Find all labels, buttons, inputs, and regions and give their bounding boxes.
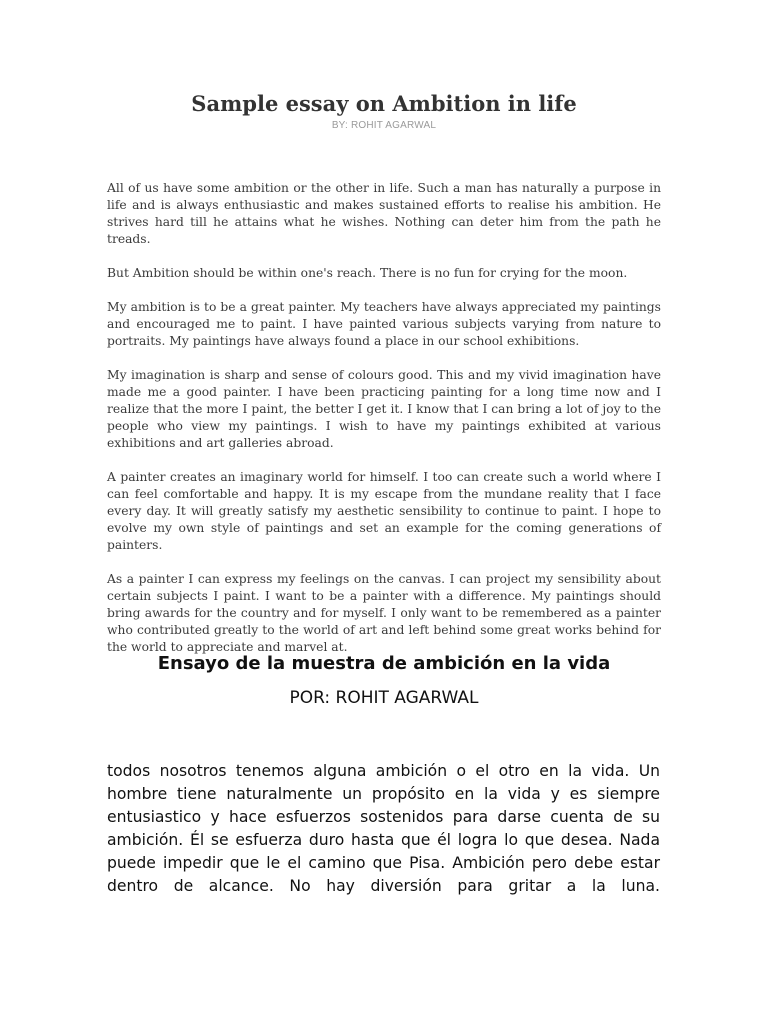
- english-essay-body: [107, 180, 661, 673]
- english-essay-title: Sample essay on Ambition in life: [191, 91, 577, 116]
- english-essay-byline: BY: ROHIT AGARWAL: [331, 120, 437, 131]
- spanish-essay-title: Ensayo de la muestra de ambición en la vida: [157, 653, 611, 674]
- english-paragraph: All of us have some ambition or the other in life. Such a man has naturally a purpose in life and is always enthusiastic and makes sustained efforts to realise his ambition. He strives hard till he attains what he wishes. Nothing can deter him from the path he treads.: [107, 181, 661, 246]
- spanish-essay-paragraph: todos nosotros tenemos alguna ambición o el otro en la vida. Un hombre tiene naturalmente un propósito en la vida y es siempre entusiastico y hace esfuerzos sostenidos para darse cuenta de su ambición. Él se esfuerza duro hasta que él logra lo que desea. Nada puede impedir que le el camino que Pisa. Ambición pero debe estar dentro de alcance. No hay diversión para gritar a la luna.: [107, 762, 660, 895]
- english-paragraph: But Ambition should be within one's reach. There is no fun for crying for the moon.: [107, 266, 628, 280]
- english-paragraph: My imagination is sharp and sense of colours good. This and my vivid imagination have made me a good painter. I have been practicing painting for a long time now and I realize that the more I paint, the better I get it. I know that I can bring a lot of joy to the people who view my paintings. I wish to have my paintings exhibited at various exhibitions and art galleries abroad.: [107, 368, 661, 450]
- english-paragraph: My ambition is to be a great painter. My teachers have always appreciated my paintings and encouraged me to paint. I have painted various subjects varying from nature to portraits. My paintings have always found a place in our school exhibitions.: [107, 300, 661, 348]
- spanish-essay-byline: POR: ROHIT AGARWAL: [289, 688, 479, 708]
- english-paragraph: A painter creates an imaginary world for himself. I too can create such a world where I can feel comfortable and happy. It is my escape from the mundane reality that I face every day. It will greatly satisfy my aesthetic sensibility to continue to paint. I hope to evolve my own style of paintings and set an example for the coming generations of painters.: [107, 470, 661, 552]
- english-paragraph: As a painter I can express my feelings on the canvas. I can project my sensibility about certain subjects I paint. I want to be a painter with a difference. My paintings should bring awards for the country and for myself. I only want to be remembered as a painter who contributed greatly to the world of art and left behind some great works behind for the world to appreciate and marvel at.: [107, 572, 661, 654]
